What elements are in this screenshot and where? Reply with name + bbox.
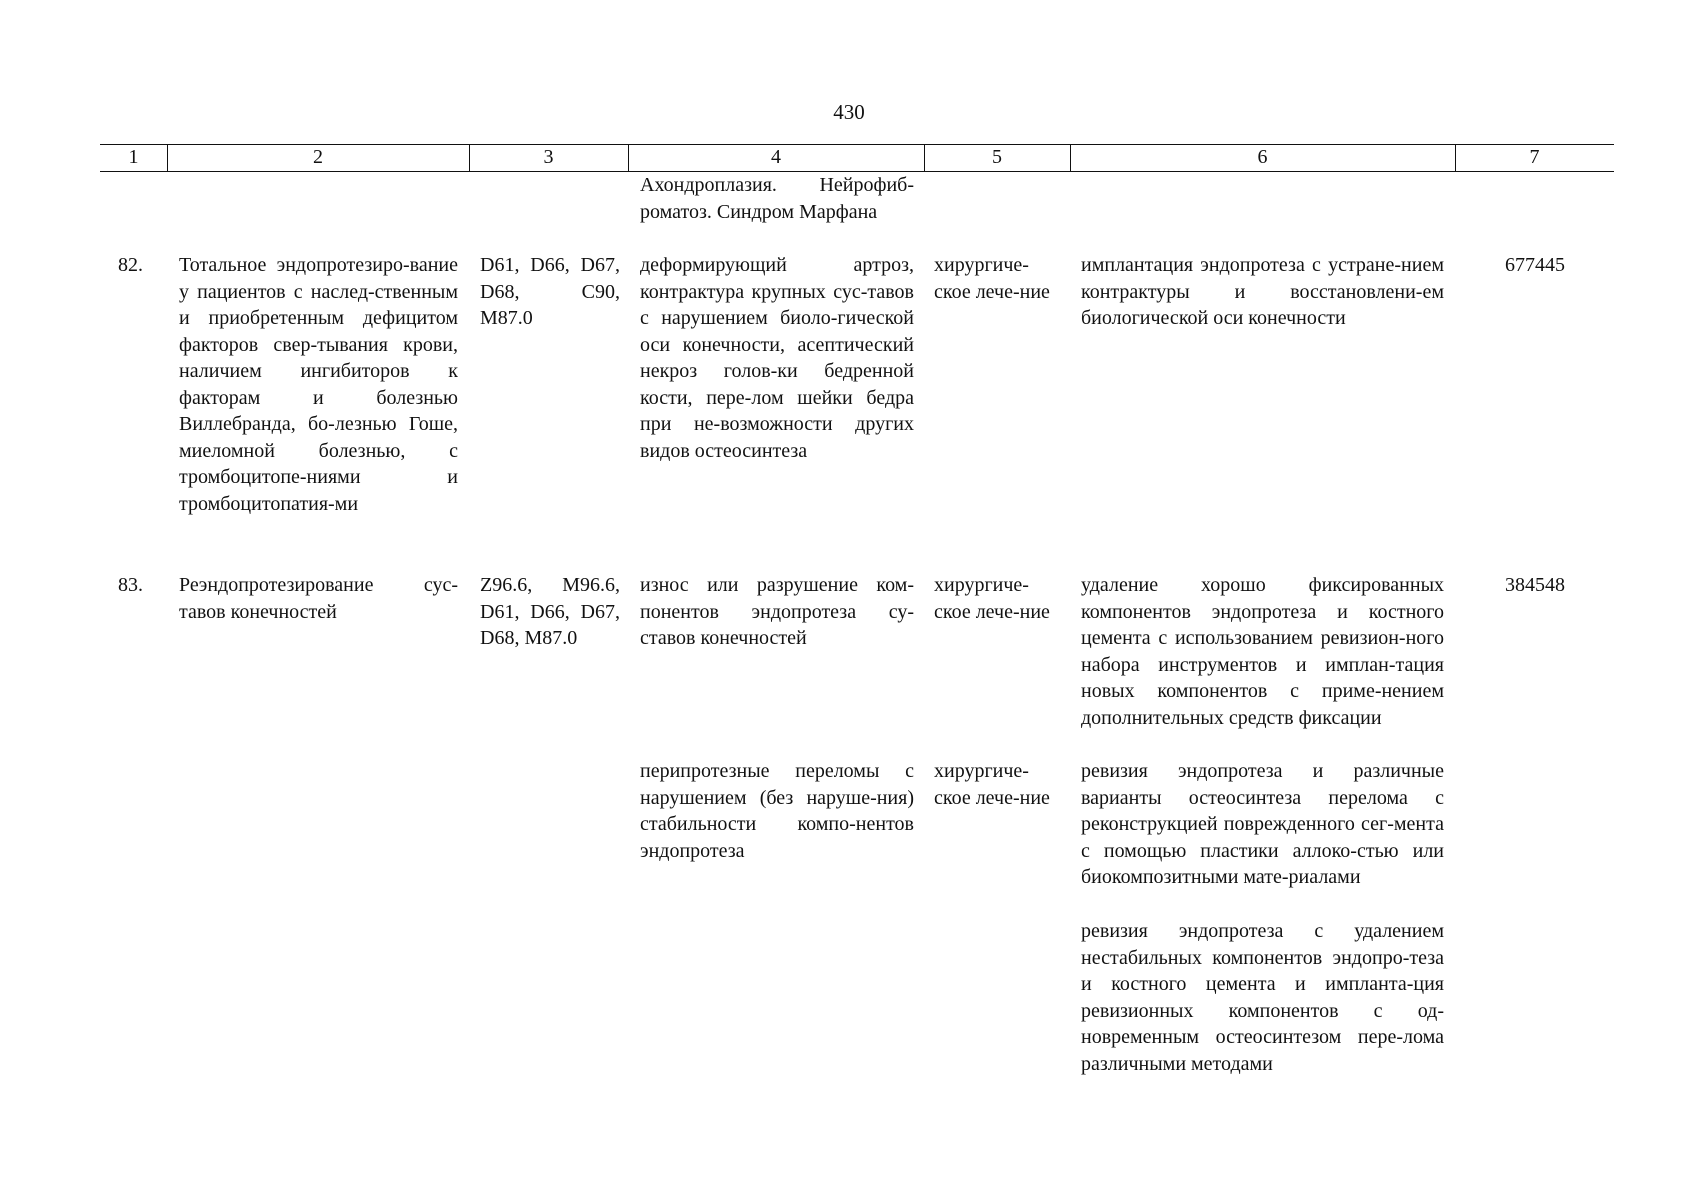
column-header-5: 5: [992, 146, 1002, 168]
row-82-method: имплантация эндопротеза с устране-нием контрактуры и восстановлени-ем биологической оси конечности: [1081, 254, 1444, 329]
column-header-1: 1: [128, 146, 139, 168]
row-83-name: Реэндопротезирование сус-тавов конечностей: [179, 574, 458, 623]
row-83-codes: Z96.6, M96.6, D61, D66, D67, D68, M87.0: [480, 574, 620, 649]
table-header-row: [100, 144, 1614, 172]
row-82-diagnosis: деформирующий артроз, контрактура крупных сус-тавов с нарушением биоло-гической оси конечности, асептический некроз голов-ки бедренной кости, пере-лом шейки бедра при не-возможности других видов остеосинтеза: [640, 254, 914, 462]
column-header-2: 2: [313, 146, 323, 168]
row-83-diagnosis: износ или разрушение ком-понентов эндопротеза су-ставов конечностей: [640, 574, 914, 649]
row-83-sub-method-1: ревизия эндопротеза и различные варианты остеосинтеза перелома с реконструкцией поврежденного сег-мента с помощью пластики аллоко-стью или биокомпозитными мате-риалами: [1081, 760, 1444, 888]
column-header-6: 6: [1257, 146, 1268, 168]
column-header-7: 7: [1529, 146, 1540, 168]
column-header-4: 4: [771, 146, 781, 168]
row-83-sub-treatment-type: хирургиче-ское лече-ние: [934, 760, 1050, 809]
column-header-3: 3: [543, 146, 554, 168]
row-83-sub-method-2: ревизия эндопротеза с удалением нестабильных компонентов эндопро-теза и костного цемента и импланта-ция ревизионных компонентов с од-новременным остеосинтезом пере-лома различными методами: [1081, 920, 1444, 1075]
continuation-diagnosis: Ахондроплазия. Нейрофиб-роматоз. Синдром Марфана: [640, 174, 914, 223]
page-number: 430: [833, 100, 865, 124]
row-83-method: удаление хорошо фиксированных компонентов эндопротеза и костного цемента с использованием ревизион-ного набора инструментов и имплан-тация новых компонентов с приме-нением дополнительных средств фиксации: [1081, 574, 1444, 729]
row-83-cost: 384548: [1505, 574, 1565, 596]
row-82-name: Тотальное эндопротезиро-вание у пациентов с наслед-ственным и приобретенным дефицитом факторов свер-тывания крови, наличием ингибиторов к факторам и болезнью Виллебранда, бо-лезнью Гоше, миеломной болезнью, с тромбоцитопе-ниями и тромбоцитопатия-ми: [179, 254, 458, 515]
row-82-codes: D61, D66, D67, D68, C90, M87.0: [480, 254, 620, 329]
row-82-cost: 677445: [1505, 254, 1565, 276]
row-83-number: 83.: [118, 574, 143, 596]
row-82-treatment-type: хирургиче-ское лече-ние: [934, 254, 1050, 303]
row-83-treatment-type: хирургиче-ское лече-ние: [934, 574, 1050, 623]
row-83-sub-diagnosis: перипротезные переломы с нарушением (без наруше-ния) стабильности компо-нентов эндопротеза: [640, 760, 914, 862]
row-82-number: 82.: [118, 254, 143, 276]
